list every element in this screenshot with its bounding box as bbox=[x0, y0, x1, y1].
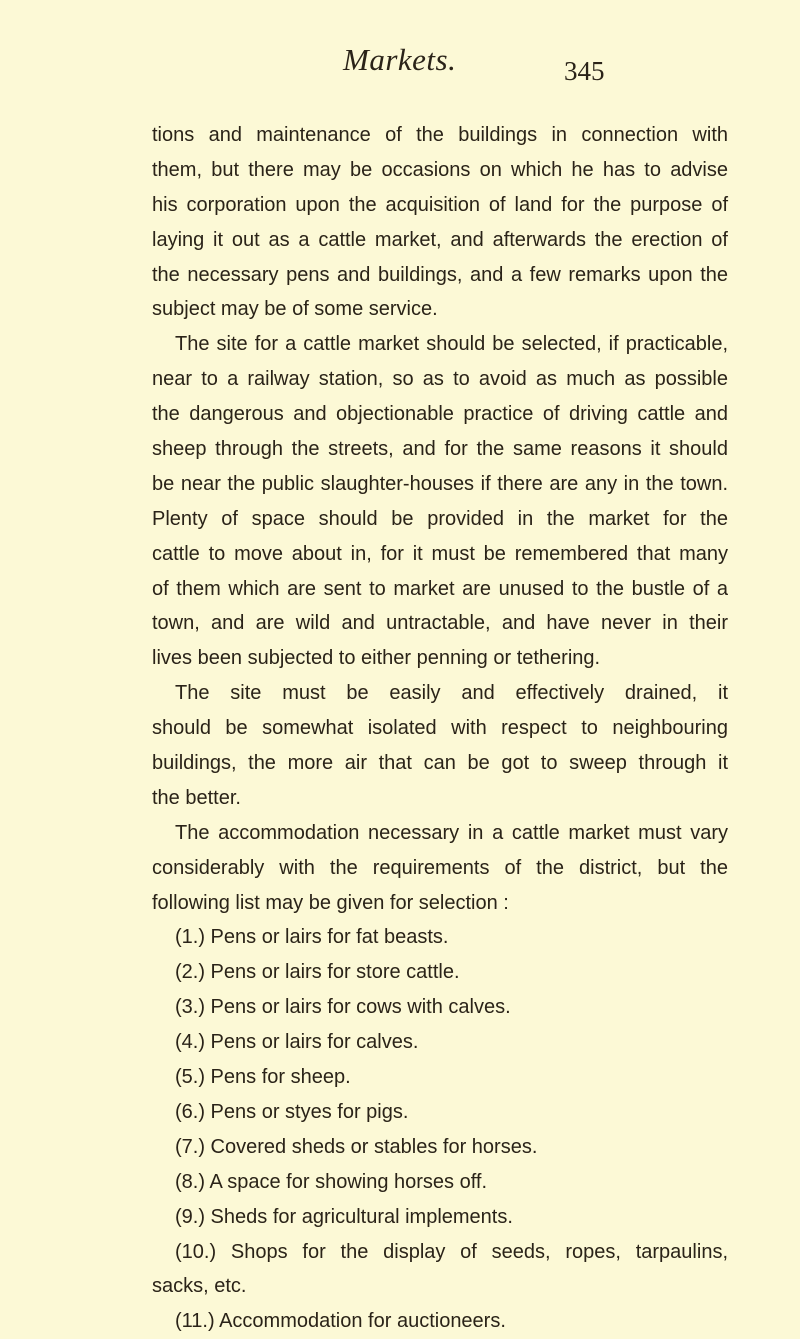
text-line: them, but there may be occasions on which he has to advise bbox=[152, 158, 728, 181]
text-line: sheep through the streets, and for the same reasons it should bbox=[152, 438, 728, 461]
list-item-continuation: sacks, etc. bbox=[152, 1275, 247, 1298]
list-item: (8.) A space for showing horses off. bbox=[175, 1170, 488, 1193]
list-item: (9.) Sheds for agricultural implements. bbox=[175, 1205, 513, 1228]
paragraph-start: The site for a cattle market should be selected, if practicable, bbox=[175, 333, 728, 356]
text-line: lives been subjected to either penning or tethering. bbox=[152, 647, 601, 670]
list-item: (1.) Pens or lairs for fat beasts. bbox=[175, 926, 449, 949]
text-line: the necessary pens and buildings, and a few remarks upon the bbox=[152, 263, 728, 286]
paragraph-start: The accommodation necessary in a cattle market must vary bbox=[175, 821, 728, 844]
list-item: (11.) Accommodation for auctioneers. bbox=[175, 1310, 506, 1333]
text-line: should be somewhat isolated with respect to neighbouring bbox=[152, 717, 728, 740]
list-item: (7.) Covered sheds or stables for horses. bbox=[175, 1135, 538, 1158]
text-line: Plenty of space should be provided in the market for the bbox=[152, 507, 728, 530]
body-text bbox=[152, 118, 728, 1339]
list-item: (10.) Shops for the display of seeds, ropes, tarpaulins, bbox=[175, 1240, 728, 1263]
text-line: laying it out as a cattle market, and afterwards the erection of bbox=[152, 228, 728, 251]
list-item: (6.) Pens or styes for pigs. bbox=[175, 1100, 409, 1123]
text-line: the better. bbox=[152, 786, 241, 809]
text-line: the dangerous and objectionable practice of driving cattle and bbox=[152, 403, 728, 426]
list-item: (5.) Pens for sheep. bbox=[175, 1066, 351, 1089]
running-title: Markets. bbox=[343, 42, 457, 77]
list-item: (4.) Pens or lairs for calves. bbox=[175, 1031, 419, 1054]
text-line: considerably with the requirements of the district, but the bbox=[152, 856, 728, 879]
text-line: his corporation upon the acquisition of land for the purpose of bbox=[152, 193, 728, 216]
text-line: town, and are wild and untractable, and have never in their bbox=[152, 612, 728, 635]
text-line: be near the public slaughter-houses if there are any in the town. bbox=[152, 472, 728, 495]
text-line: near to a railway station, so as to avoid as much as possible bbox=[152, 368, 728, 391]
text-line: of them which are sent to market are unused to the bustle of a bbox=[152, 577, 728, 600]
text-line: buildings, the more air that can be got to sweep through it bbox=[152, 752, 728, 775]
text-line: cattle to move about in, for it must be remembered that many bbox=[152, 542, 728, 565]
text-line: following list may be given for selection : bbox=[152, 891, 509, 914]
list-item: (3.) Pens or lairs for cows with calves. bbox=[175, 996, 511, 1019]
text-line: tions and maintenance of the buildings in connection with bbox=[152, 124, 728, 146]
text-line: subject may be of some service. bbox=[152, 298, 438, 321]
page-number: 345 bbox=[564, 56, 605, 86]
paragraph-start: The site must be easily and effectively drained, it bbox=[175, 682, 728, 705]
list-item: (2.) Pens or lairs for store cattle. bbox=[175, 961, 460, 984]
